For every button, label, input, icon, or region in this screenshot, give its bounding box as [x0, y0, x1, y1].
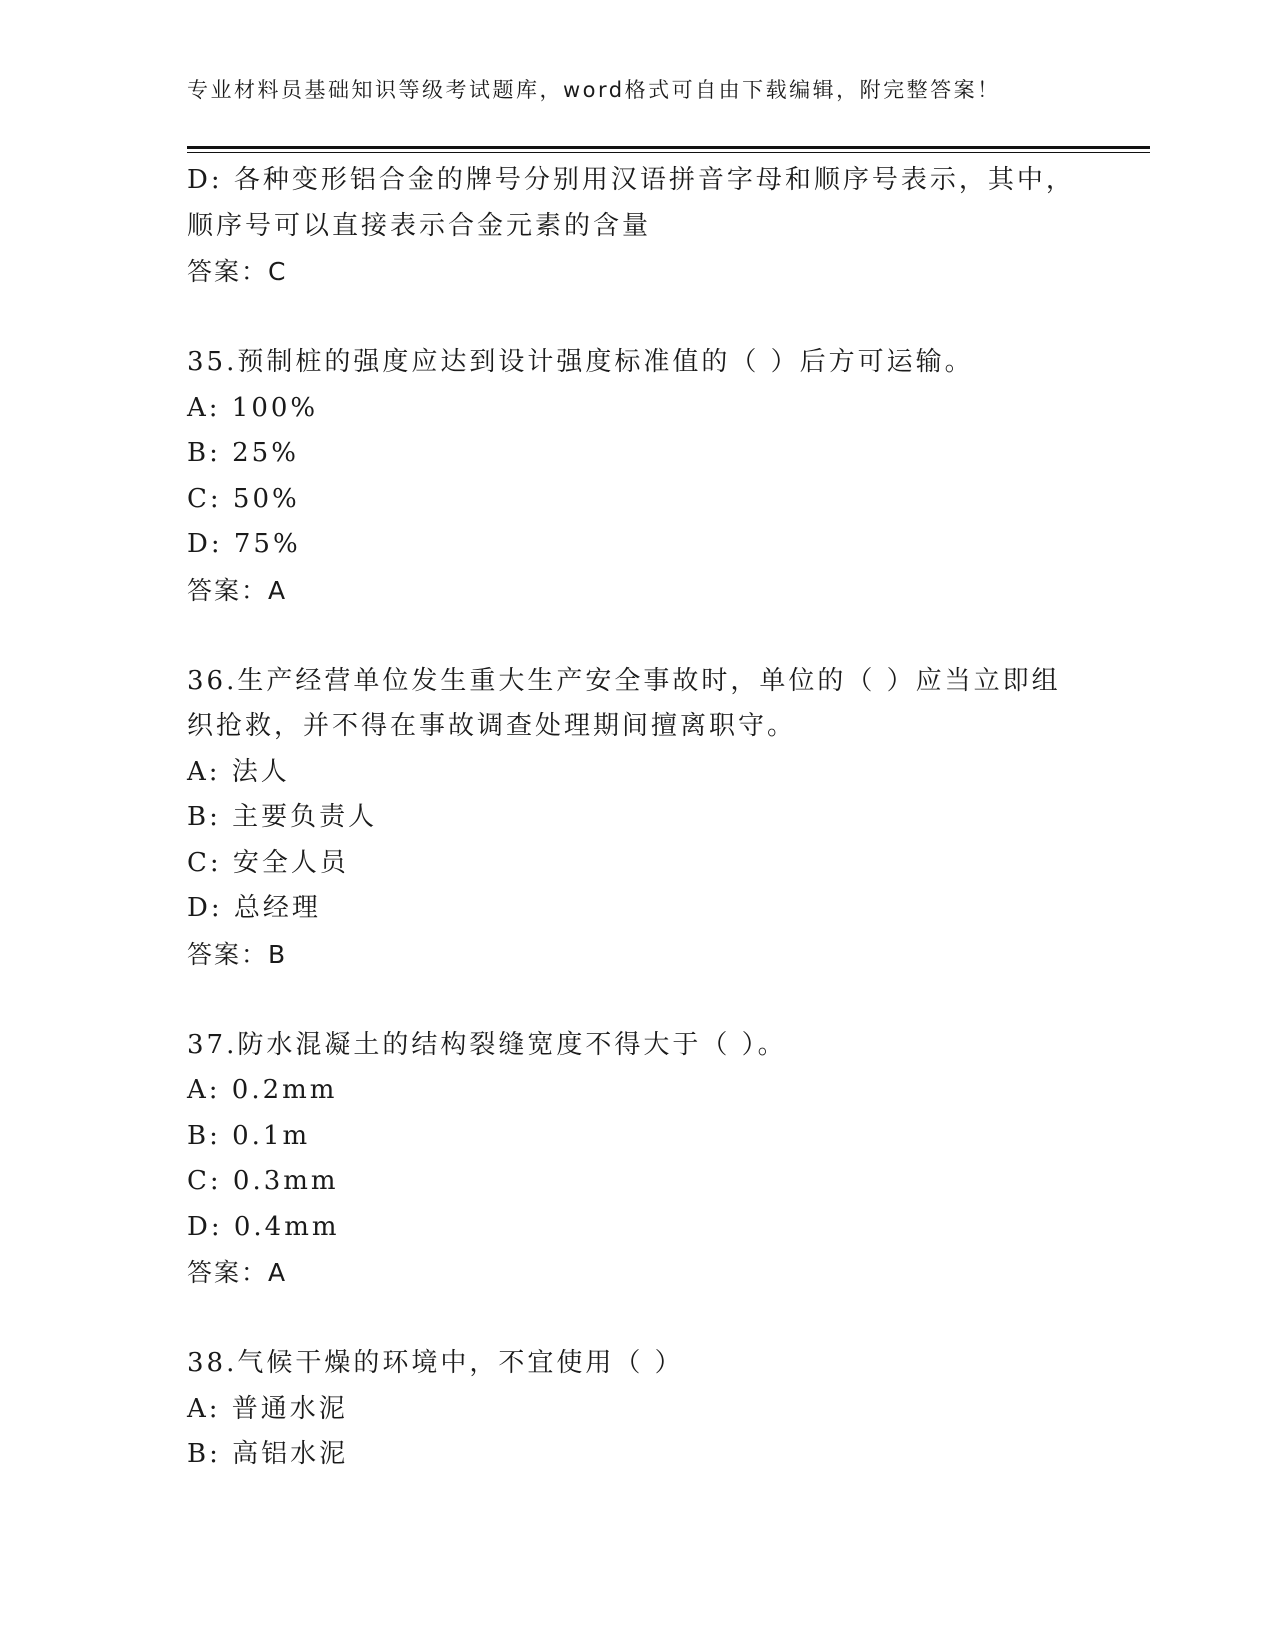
- option-a: A: 0.2mm: [187, 1075, 338, 1105]
- question-text: 37.防水混凝土的结构裂缝宽度不得大于（ ）。: [187, 1029, 787, 1060]
- spacer: [187, 1296, 1087, 1342]
- option-b: B: 0.1m: [187, 1120, 311, 1151]
- question-35: [187, 340, 1087, 613]
- document-body: [187, 158, 1087, 1478]
- answer: 答案：B: [187, 939, 288, 969]
- answer: 答案：A: [187, 1258, 288, 1287]
- option-c: C: 安全人员: [187, 847, 349, 878]
- answer: 答案：C: [187, 257, 288, 286]
- option-c: C: 0.3mm: [187, 1166, 339, 1196]
- continued-question: [187, 158, 1087, 295]
- header-rule-thin: [187, 152, 1150, 153]
- option-b: B: 高铝水泥: [187, 1439, 349, 1469]
- question-text-line-1: 36.生产经营单位发生重大生产安全事故时，单位的（ ）应当立即组: [187, 665, 1061, 696]
- option-a: A: 普通水泥: [187, 1393, 348, 1424]
- option-b: B: 主要负责人: [187, 802, 378, 832]
- question-text: 38.气候干燥的环境中，不宜使用（ ）: [187, 1348, 684, 1378]
- page-header: 专业材料员基础知识等级考试题库，word格式可自由下载编辑，附完整答案！: [187, 78, 1001, 102]
- question-38: [187, 1341, 1087, 1478]
- option-c: C: 50%: [187, 483, 300, 514]
- question-36: [187, 659, 1087, 978]
- question-text: 35.预制桩的强度应达到设计强度标准值的（ ）后方可运输。: [187, 347, 974, 377]
- spacer: [187, 295, 1087, 341]
- header-rule-thick: [187, 146, 1150, 149]
- option-b: B: 25%: [187, 438, 299, 468]
- option-d: D: 75%: [187, 529, 301, 559]
- option-d: D: 0.4mm: [187, 1211, 340, 1242]
- spacer: [187, 613, 1087, 659]
- spacer: [187, 977, 1087, 1023]
- option-d-line-2: 顺序号可以直接表示合金元素的含量: [187, 210, 652, 241]
- question-text-line-2: 织抢救，并不得在事故调查处理期间擅离职守。: [187, 711, 797, 741]
- option-d: D: 总经理: [187, 893, 321, 923]
- question-37: [187, 1023, 1087, 1296]
- option-a: A: 法人: [187, 756, 290, 787]
- option-a: A: 100%: [187, 392, 319, 423]
- answer: 答案：A: [187, 575, 288, 605]
- option-d-line-1: D: 各种变形铝合金的牌号分别用汉语拼音字母和顺序号表示，其中，: [187, 165, 1075, 195]
